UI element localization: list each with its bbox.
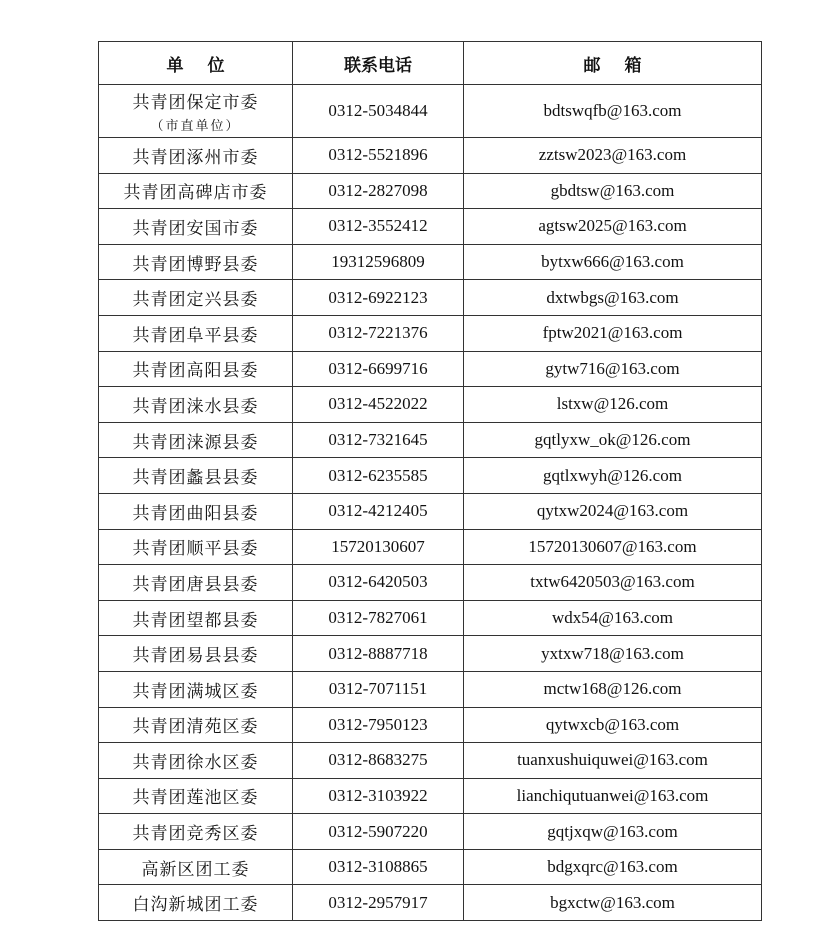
phone-cell: 0312-3552412: [293, 209, 464, 245]
table-row: [99, 422, 762, 458]
phone-cell: 19312596809: [293, 244, 464, 280]
unit-cell: 高新区团工委: [99, 849, 293, 885]
header-phone: 联系电话: [293, 42, 464, 85]
table-row: [99, 85, 762, 138]
unit-cell: 共青团定兴县委: [99, 280, 293, 316]
unit-cell: 共青团蠡县县委: [99, 458, 293, 494]
unit-subtitle: （市直单位）: [150, 119, 241, 134]
table-row: [99, 244, 762, 280]
phone-cell: 0312-6922123: [293, 280, 464, 316]
email-cell[interactable]: 15720130607@163.com: [464, 529, 762, 565]
unit-cell: 共青团莲池区委: [99, 778, 293, 814]
email-cell[interactable]: dxtwbgs@163.com: [464, 280, 762, 316]
phone-cell: 0312-5521896: [293, 138, 464, 174]
table-row: [99, 173, 762, 209]
phone-cell: 0312-2827098: [293, 173, 464, 209]
unit-cell: 共青团博野县委: [99, 244, 293, 280]
unit-cell: 共青团易县县委: [99, 636, 293, 672]
phone-cell: 0312-3108865: [293, 849, 464, 885]
email-cell[interactable]: lstxw@126.com: [464, 387, 762, 423]
table-row: [99, 814, 762, 850]
table-row: [99, 707, 762, 743]
phone-cell: 0312-5034844: [293, 85, 464, 138]
table-row: [99, 636, 762, 672]
table-row: [99, 565, 762, 601]
phone-cell: 0312-4212405: [293, 493, 464, 529]
unit-cell: 共青团清苑区委: [99, 707, 293, 743]
unit-cell: 共青团涿州市委: [99, 138, 293, 174]
table-row: [99, 493, 762, 529]
table-row: [99, 600, 762, 636]
email-cell[interactable]: agtsw2025@163.com: [464, 209, 762, 245]
header-row: [99, 42, 762, 85]
unit-cell: 共青团竞秀区委: [99, 814, 293, 850]
unit-cell: 共青团唐县县委: [99, 565, 293, 601]
table-row: [99, 280, 762, 316]
email-cell[interactable]: lianchiqutuanwei@163.com: [464, 778, 762, 814]
email-cell[interactable]: qytxw2024@163.com: [464, 493, 762, 529]
unit-cell: 共青团涞水县委: [99, 387, 293, 423]
phone-cell: 0312-8887718: [293, 636, 464, 672]
unit-cell: [99, 85, 293, 138]
table-row: [99, 849, 762, 885]
contact-table: [98, 41, 762, 921]
unit-cell: 共青团徐水区委: [99, 743, 293, 779]
phone-cell: 0312-8683275: [293, 743, 464, 779]
phone-cell: 0312-6420503: [293, 565, 464, 601]
table-row: [99, 778, 762, 814]
email-cell[interactable]: gytw716@163.com: [464, 351, 762, 387]
table-row: [99, 138, 762, 174]
email-cell[interactable]: bdtswqfb@163.com: [464, 85, 762, 138]
table-row: [99, 315, 762, 351]
table-row: [99, 885, 762, 921]
email-cell[interactable]: gqtjxqw@163.com: [464, 814, 762, 850]
unit-cell: 共青团涞源县委: [99, 422, 293, 458]
unit-cell: 共青团顺平县委: [99, 529, 293, 565]
table-row: [99, 351, 762, 387]
email-cell[interactable]: tuanxushuiquwei@163.com: [464, 743, 762, 779]
unit-cell: 共青团曲阳县委: [99, 493, 293, 529]
unit-cell: 共青团高碑店市委: [99, 173, 293, 209]
phone-cell: 0312-7221376: [293, 315, 464, 351]
email-cell[interactable]: gbdtsw@163.com: [464, 173, 762, 209]
email-cell[interactable]: txtw6420503@163.com: [464, 565, 762, 601]
phone-cell: 0312-4522022: [293, 387, 464, 423]
phone-cell: 0312-7321645: [293, 422, 464, 458]
table-row: [99, 671, 762, 707]
phone-cell: 0312-7071151: [293, 671, 464, 707]
unit-cell: 白沟新城团工委: [99, 885, 293, 921]
email-cell[interactable]: wdx54@163.com: [464, 600, 762, 636]
table-body: [99, 85, 762, 921]
email-cell[interactable]: qytwxcb@163.com: [464, 707, 762, 743]
phone-cell: 0312-6699716: [293, 351, 464, 387]
table-row: [99, 743, 762, 779]
header-email: 邮 箱: [464, 42, 762, 85]
unit-cell: 共青团高阳县委: [99, 351, 293, 387]
phone-cell: 0312-6235585: [293, 458, 464, 494]
phone-cell: 0312-5907220: [293, 814, 464, 850]
phone-cell: 0312-7827061: [293, 600, 464, 636]
email-cell[interactable]: gqtlxwyh@126.com: [464, 458, 762, 494]
unit-cell: 共青团阜平县委: [99, 315, 293, 351]
email-cell[interactable]: bgxctw@163.com: [464, 885, 762, 921]
table-row: [99, 209, 762, 245]
table-row: [99, 387, 762, 423]
email-cell[interactable]: fptw2021@163.com: [464, 315, 762, 351]
email-cell[interactable]: bytxw666@163.com: [464, 244, 762, 280]
unit-cell: 共青团望都县委: [99, 600, 293, 636]
phone-cell: 0312-2957917: [293, 885, 464, 921]
email-cell[interactable]: gqtlyxw_ok@126.com: [464, 422, 762, 458]
email-cell[interactable]: mctw168@126.com: [464, 671, 762, 707]
email-cell[interactable]: yxtxw718@163.com: [464, 636, 762, 672]
email-cell[interactable]: zztsw2023@163.com: [464, 138, 762, 174]
unit-cell: 共青团安国市委: [99, 209, 293, 245]
table-row: [99, 529, 762, 565]
unit-name: 共青团保定市委: [132, 93, 259, 113]
email-cell[interactable]: bdgxqrc@163.com: [464, 849, 762, 885]
unit-cell: 共青团满城区委: [99, 671, 293, 707]
phone-cell: 0312-3103922: [293, 778, 464, 814]
phone-cell: 0312-7950123: [293, 707, 464, 743]
header-unit: 单 位: [99, 42, 293, 85]
phone-cell: 15720130607: [293, 529, 464, 565]
table-row: [99, 458, 762, 494]
